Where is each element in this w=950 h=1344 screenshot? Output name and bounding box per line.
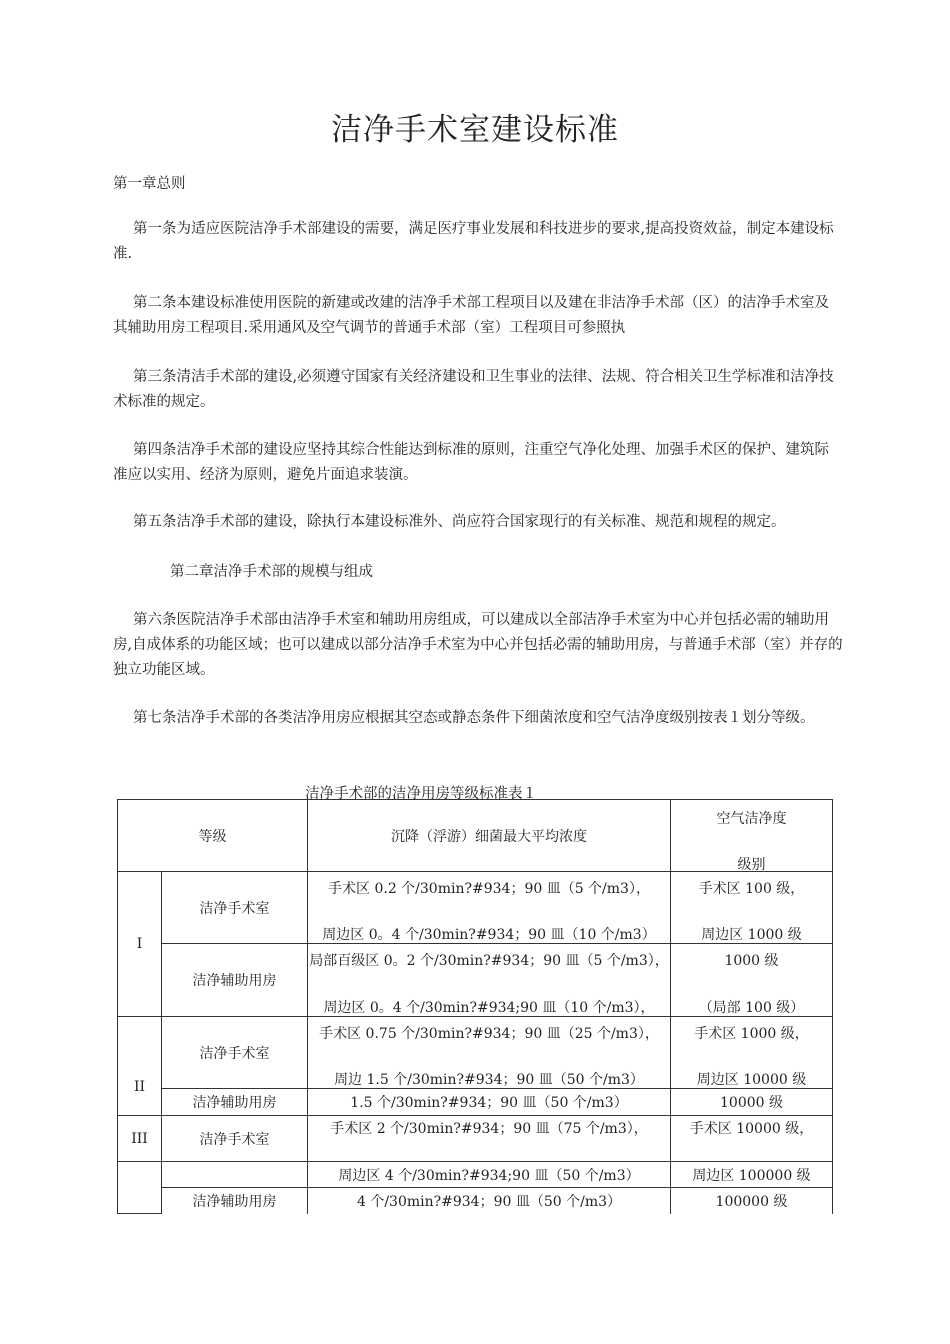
table-header-row	[118, 800, 833, 872]
article-2: 第二条本建设标准使用医院的新建或改建的洁净手术部工程项目以及建在非洁净手术部（区）的洁净手术室及其辅助用房工程项目.采用通风及空气调节的普通手术部（室）工程项目可参照执	[113, 295, 829, 336]
header-cleanliness-line1: 空气洁净度	[716, 811, 787, 827]
bacteria-cell: 1.5 个/30min?#934；90 皿（50 个/m3）	[308, 1089, 671, 1116]
bacteria-cell: 手术区 2 个/30min?#934；90 皿（75 个/m3），	[308, 1116, 671, 1162]
cleanliness-cell: 周边区 100000 级	[671, 1162, 833, 1188]
cleanliness-line: 手术区 1000 级，	[694, 1026, 809, 1042]
table-row	[118, 872, 833, 944]
grade-label: II	[118, 1017, 162, 1116]
room-type: 洁净手术室	[162, 1017, 308, 1089]
chapter-2-heading: 第二章洁净手术部的规模与组成	[170, 564, 373, 580]
grade-label-empty	[118, 1162, 162, 1214]
bacteria-cell: 周边区 4 个/30min?#934;90 皿（50 个/m3）	[308, 1162, 671, 1188]
room-type: 洁净手术室	[162, 872, 308, 944]
article-4: 第四条洁净手术部的建设应坚持其综合性能达到标准的原则，注重空气净化处理、加强手术区的保护、建筑际准应以实用、经济为原则，避免片面追求装演。	[113, 442, 829, 483]
cleanliness-cell	[671, 872, 833, 944]
article-3: 第三条清洁手术部的建设,必须遵守国家有关经济建设和卫生事业的法律、法规、符合相关卫生学标准和洁净技术标准的规定。	[113, 369, 834, 410]
bacteria-line: 周边区 0。4 个/30min?#934;90 皿（10 个/m3），	[323, 1000, 655, 1016]
room-type: 洁净辅助用房	[162, 1089, 308, 1116]
table-row	[118, 1188, 833, 1214]
cleanliness-cell	[671, 1017, 833, 1089]
article-1: 第一条为适应医院洁净手术部建设的需要，满足医疗事业发展和科技进步的要求,提高投资效益，制定本建设标准.	[113, 221, 834, 262]
grade-label: I	[118, 872, 162, 1017]
grade-standard-table	[117, 799, 833, 1214]
cleanliness-cell: 手术区 10000 级，	[671, 1116, 833, 1162]
bacteria-cell	[308, 944, 671, 1017]
article-6: 第六条医院洁净手术部由洁净手术室和辅助用房组成，可以建成以全部洁净手术室为中心并包括必需的辅助用房,自成体系的功能区域；也可以建成以部分洁净手术室为中心并包括必需的辅助用房，与普通手术部（室）并存的独立功能区域。	[113, 612, 843, 678]
table-row	[118, 1089, 833, 1116]
room-type: 洁净辅助用房	[162, 1188, 308, 1214]
table-row	[118, 1162, 833, 1188]
bacteria-line: 周边 1.5 个/30min?#934；90 皿（50 个/m3）	[334, 1072, 644, 1088]
bacteria-line: 局部百级区 0。2 个/30min?#934；90 皿（5 个/m3），	[309, 953, 669, 969]
bacteria-cell	[308, 872, 671, 944]
cleanliness-cell: 100000 级	[671, 1188, 833, 1214]
table-caption: 洁净手术部的洁净用房等级标准表１	[305, 786, 537, 802]
article-7: 第七条洁净手术部的各类洁净用房应根据其空态或静态条件下细菌浓度和空气洁净度级别按表１划分等级。	[133, 710, 815, 726]
bacteria-cell: 4 个/30min?#934；90 皿（50 个/m3）	[308, 1188, 671, 1214]
room-type: 洁净手术室	[162, 1116, 308, 1162]
bacteria-cell	[308, 1017, 671, 1089]
header-cleanliness-line2: 级别	[737, 857, 766, 873]
cleanliness-line: 周边区 10000 级	[696, 1072, 807, 1088]
cleanliness-cell: 10000 级	[671, 1089, 833, 1116]
chapter-1-heading: 第一章总则	[113, 176, 186, 192]
header-grade: 等级	[118, 800, 308, 872]
page-title: 洁净手术室建设标准	[331, 112, 619, 148]
cleanliness-line: 手术区 100 级，	[698, 881, 805, 897]
cleanliness-line: 周边区 1000 级	[701, 927, 802, 943]
header-cleanliness	[671, 800, 833, 872]
grade-label: III	[118, 1116, 162, 1162]
room-type-empty	[162, 1162, 308, 1188]
table-row	[118, 1017, 833, 1089]
header-bacteria: 沉降（浮游）细菌最大平均浓度	[308, 800, 671, 872]
room-type: 洁净辅助用房	[162, 944, 308, 1017]
bacteria-line: 手术区 0.75 个/30min?#934；90 皿（25 个/m3），	[319, 1026, 659, 1042]
bacteria-line: 周边区 0。4 个/30min?#934；90 皿（10 个/m3）	[322, 927, 656, 943]
cleanliness-line: 1000 级	[724, 953, 779, 969]
table-row	[118, 944, 833, 1017]
table-row	[118, 1116, 833, 1162]
article-5: 第五条洁净手术部的建设，除执行本建设标准外、尚应符合国家现行的有关标准、规范和规程的规定。	[133, 514, 786, 530]
bacteria-line: 手术区 0.2 个/30min?#934；90 皿（5 个/m3），	[328, 881, 650, 897]
cleanliness-cell	[671, 944, 833, 1017]
cleanliness-line: （局部 100 级）	[698, 1000, 805, 1016]
